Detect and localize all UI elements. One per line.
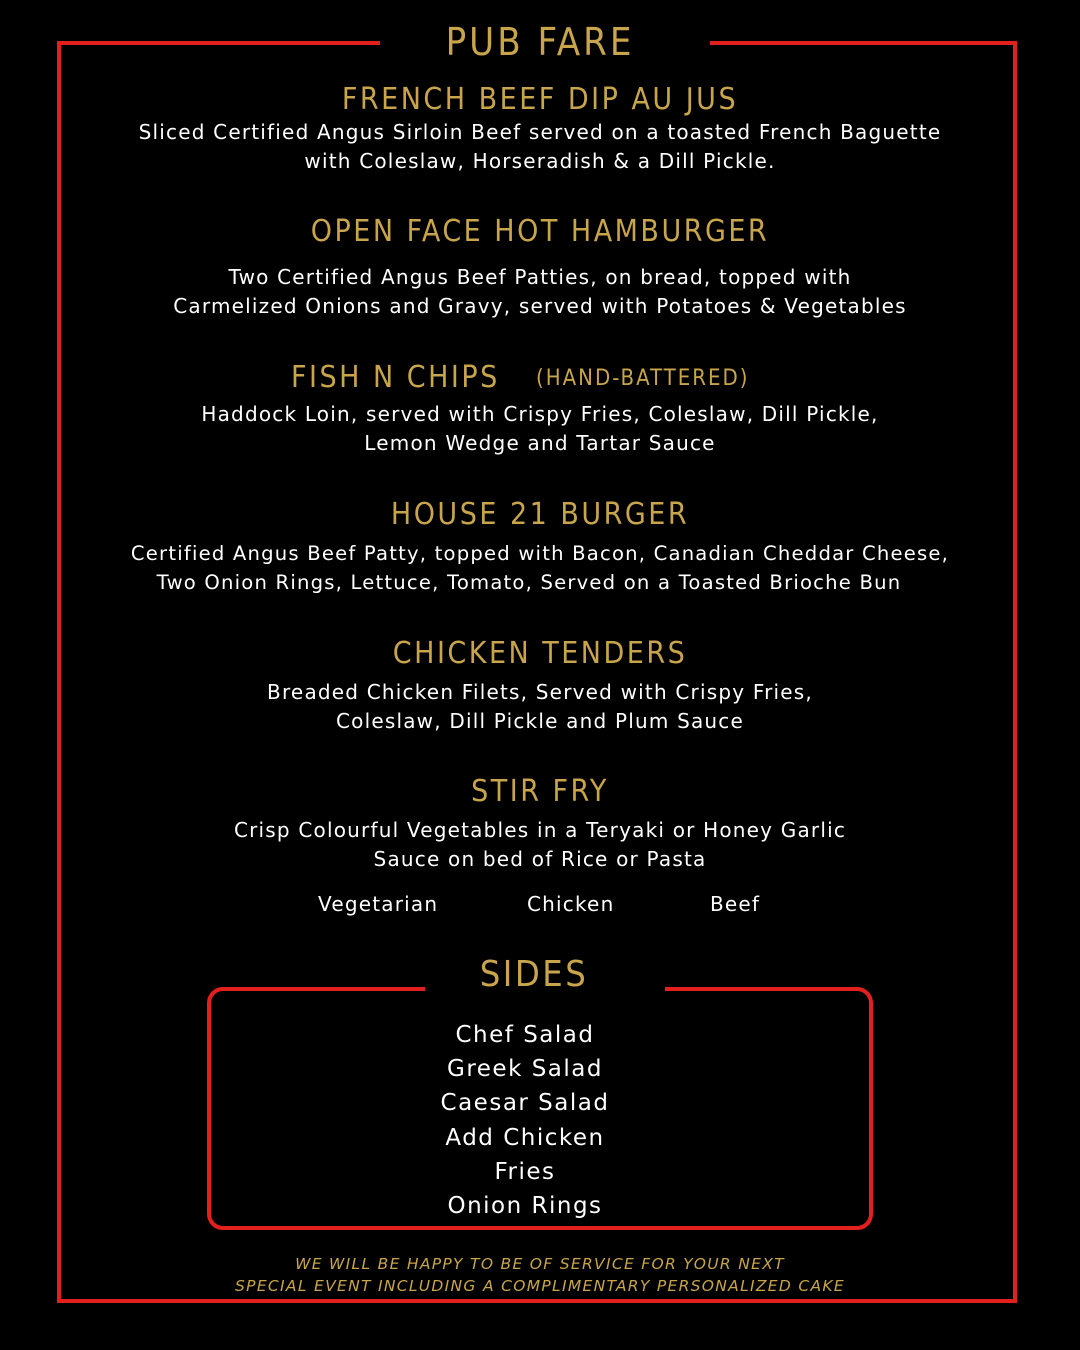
footer-note bbox=[0, 1253, 1080, 1297]
item-desc-fish-chips bbox=[0, 400, 1080, 458]
list-item: Add Chicken bbox=[445, 1124, 605, 1151]
desc-line: Carmelized Onions and Gravy, served with Potatoes & Vegetables bbox=[173, 294, 907, 318]
desc-line: Breaded Chicken Filets, Served with Crispy Fries, bbox=[267, 680, 813, 704]
item-title-stir-fry: STIR FRY bbox=[471, 774, 609, 809]
item-title-open-face: OPEN FACE HOT HAMBURGER bbox=[310, 214, 770, 249]
item-tag-hand-battered: (HAND-BATTERED) bbox=[536, 366, 750, 391]
list-item: Caesar Salad bbox=[440, 1090, 610, 1117]
sides-title: SIDES bbox=[479, 954, 589, 995]
item-desc-open-face bbox=[0, 263, 1080, 321]
footer-line: WE WILL BE HAPPY TO BE OF SERVICE FOR YOUR NEXT bbox=[295, 1255, 785, 1273]
desc-line: Certified Angus Beef Patty, topped with Bacon, Canadian Cheddar Cheese, bbox=[130, 542, 950, 565]
item-desc-french-dip bbox=[0, 118, 1080, 176]
list-item: Chef Salad bbox=[455, 1022, 595, 1048]
item-desc-house-burger bbox=[0, 539, 1080, 597]
sides-list bbox=[190, 1018, 860, 1223]
desc-line: Two Onion Rings, Lettuce, Tomato, Served on a Toasted Brioche Bun bbox=[156, 571, 902, 594]
page-title: PUB FARE bbox=[445, 20, 635, 64]
desc-line: Lemon Wedge and Tartar Sauce bbox=[364, 431, 716, 455]
desc-line: Sauce on bed of Rice or Pasta bbox=[373, 847, 707, 871]
footer-line: SPECIAL EVENT INCLUDING A COMPLIMENTARY PERSONALIZED CAKE bbox=[235, 1277, 845, 1295]
desc-line: Haddock Loin, served with Crispy Fries, Coleslaw, Dill Pickle, bbox=[201, 402, 879, 426]
desc-line: Sliced Certified Angus Sirloin Beef served on a toasted French Baguette bbox=[138, 120, 942, 144]
desc-line: Crisp Colourful Vegetables in a Teryaki or Honey Garlic bbox=[233, 818, 847, 842]
option-chicken: Chicken bbox=[527, 892, 615, 916]
desc-line: Coleslaw, Dill Pickle and Plum Sauce bbox=[335, 709, 744, 733]
item-desc-chicken-tenders bbox=[0, 678, 1080, 736]
list-item: Fries bbox=[494, 1158, 556, 1185]
item-title-french-dip: FRENCH BEEF DIP AU JUS bbox=[341, 82, 739, 117]
item-title-house-burger: HOUSE 21 BURGER bbox=[390, 497, 690, 532]
list-item: Greek Salad bbox=[447, 1056, 603, 1083]
item-title-chicken-tenders: CHICKEN TENDERS bbox=[392, 636, 688, 671]
option-beef: Beef bbox=[710, 892, 761, 916]
desc-line: Two Certified Angus Beef Patties, on bread, topped with bbox=[228, 265, 852, 289]
item-desc-stir-fry bbox=[0, 816, 1080, 874]
option-vegetarian: Vegetarian bbox=[318, 892, 439, 916]
list-item: Onion Rings bbox=[447, 1193, 603, 1220]
desc-line: with Coleslaw, Horseradish & a Dill Pickle. bbox=[304, 149, 776, 173]
item-title-fish-chips: FISH N CHIPS bbox=[291, 360, 500, 395]
